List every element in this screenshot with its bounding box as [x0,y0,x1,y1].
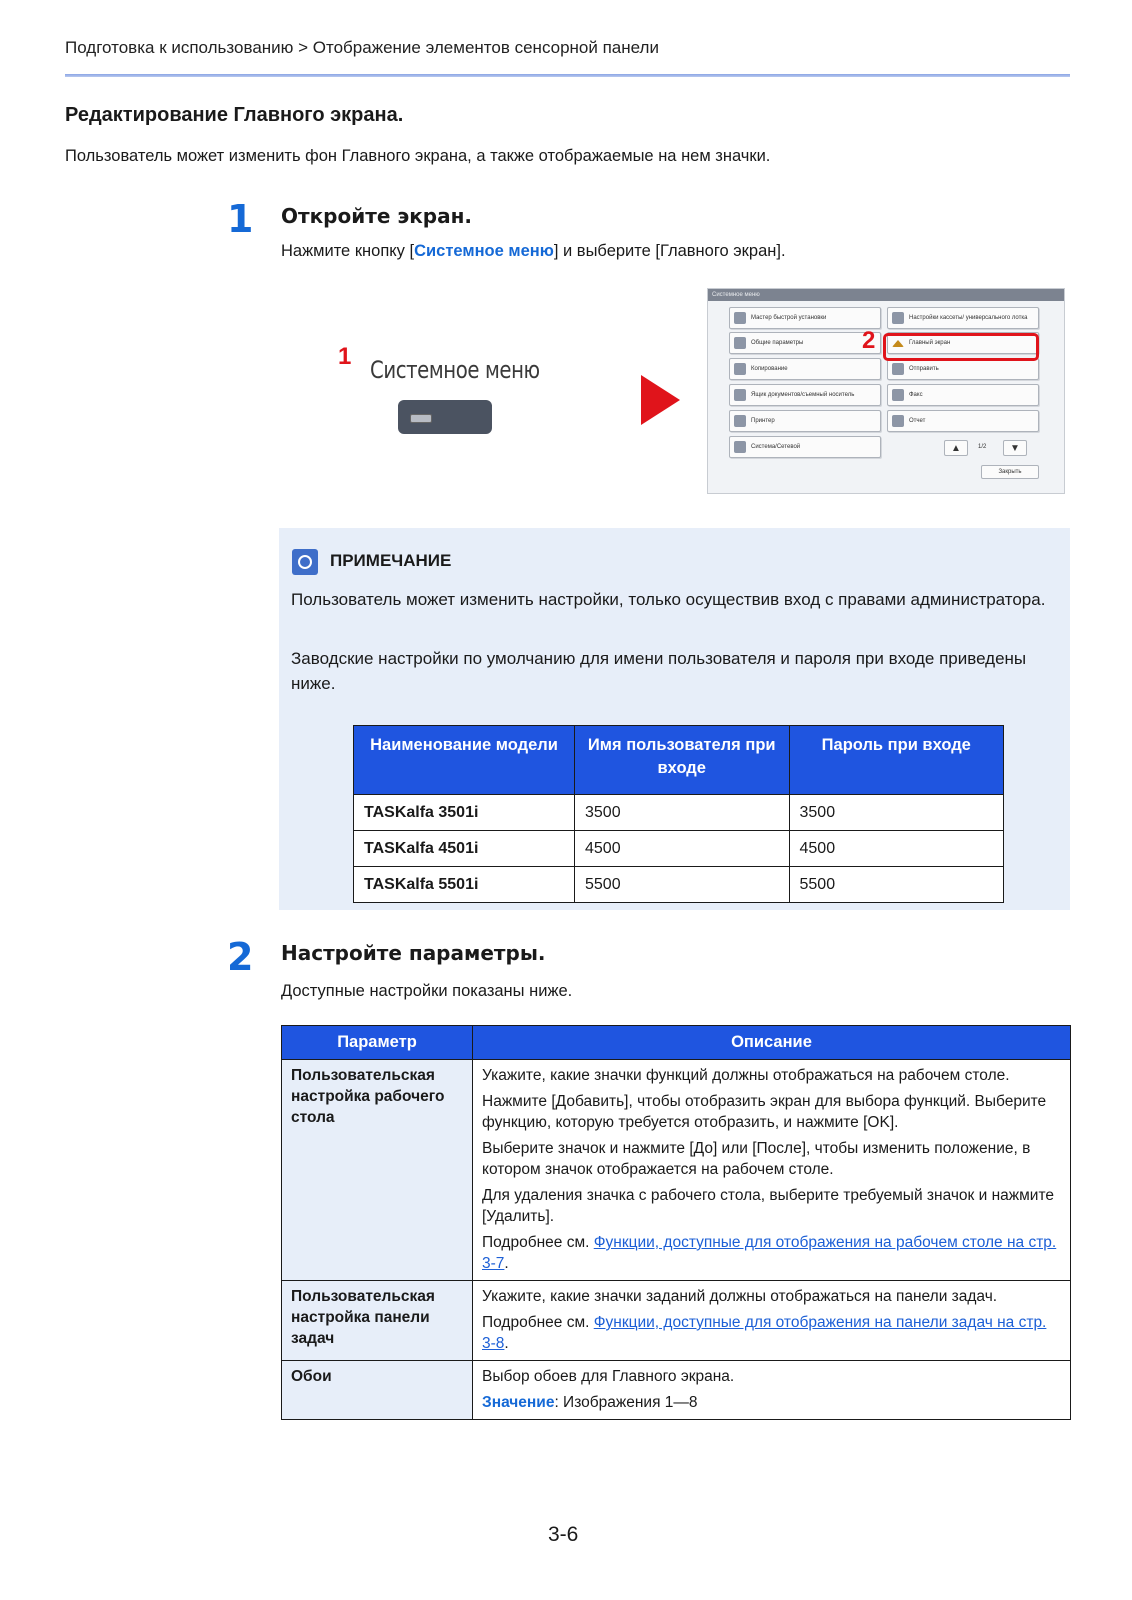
password-cell: 5500 [789,867,1004,903]
note-title: ПРИМЕЧАНИЕ [330,551,452,570]
breadcrumb: Подготовка к использованию > Отображение элементов сенсорной панели [65,38,659,57]
table-header: Имя пользователя при входе [575,726,790,795]
reference-prefix: Подробнее см. [482,1234,594,1251]
description-cell [473,1281,1071,1361]
callout-1: 1 [338,343,352,370]
touch-panel-screenshot [707,288,1065,494]
table-row [354,831,1004,867]
value-range: : Изображения 1—8 [554,1394,698,1411]
settings-icon [734,337,746,349]
reference-prefix: Подробнее см. [482,1314,594,1331]
panel-btn-common-settings [729,332,881,354]
callout-2: 2 [862,327,876,354]
panel-btn-report [887,410,1039,432]
panel-btn-fax [887,384,1039,406]
desktop-functions-link[interactable]: Функции, доступные для отображения на рабочем столе на стр. 3-7 [482,1234,1057,1272]
description-text: Для удаления значка с рабочего стола, выберите требуемый значок и нажмите [Удалить]. [482,1187,1055,1225]
report-icon [892,415,904,427]
page-number: 3-6 [548,1523,579,1546]
panel-btn-quick-setup [729,307,881,329]
value-text [482,1392,1061,1413]
model-cell: TASKalfa 4501i [354,831,575,867]
section-title: Редактирование Главного экрана. [65,104,404,126]
table-header: Пароль при входе [789,726,1004,795]
panel-title: Системное меню [708,289,1064,301]
note-paragraph-2: Заводские настройки по умолчанию для имени пользователя и пароля при входе приведены ниже. [291,649,1027,693]
step-1-number: 1 [227,197,254,241]
table-row [354,795,1004,831]
fax-icon [892,389,904,401]
highlight-home-screen [883,333,1039,361]
panel-btn-label: Отчет [909,417,926,424]
send-icon [892,363,904,375]
note-paragraph-1: Пользователь может изменить настройки, только осуществив вход с правами администратора. [291,590,1046,609]
wizard-icon [734,312,746,324]
panel-btn-send [887,358,1039,380]
panel-btn-label: Главный экран [909,339,951,346]
step-2-title: Настройте параметры. [281,941,546,965]
panel-btn-label: Факс [909,391,923,398]
panel-btn-system-network [729,436,881,458]
description-text: Укажите, какие значки функций должны отображаться на рабочем столе. [482,1067,1010,1084]
param-cell: Обои [282,1361,473,1420]
description-cell [473,1361,1071,1420]
description-text: Выбор обоев для Главного экрана. [482,1368,735,1385]
value-label: Значение [482,1394,555,1411]
login-cell: 4500 [575,831,790,867]
step-1-text [281,242,786,261]
table-header: Описание [473,1026,1071,1060]
login-cell: 3500 [575,795,790,831]
header-divider [65,74,1070,77]
default-login-table [353,725,1004,903]
panel-close-button: Закрыть [981,465,1039,479]
table-header: Параметр [282,1026,473,1060]
table-row [282,1060,1071,1281]
settings-table [281,1025,1071,1420]
panel-btn-document-box [729,384,881,406]
panel-btn-label: Мастер быстрой установки [751,314,827,321]
folder-icon [734,389,746,401]
model-cell: TASKalfa 5501i [354,867,575,903]
table-row [354,867,1004,903]
panel-page-indicator: 1/2 [978,444,987,450]
step-2-text: Доступные настройки показаны ниже. [281,982,573,1000]
step-2-number: 2 [227,935,254,979]
step-1-text-after: ] и выберите [Главного экран]. [553,242,786,260]
password-cell: 3500 [789,795,1004,831]
reference-suffix: . [504,1335,509,1352]
panel-page-up: ▲ [944,440,968,456]
description-text: Выберите значок и нажмите [До] или [После], чтобы изменить положение, в котором значок отображается на рабочем столе. [482,1140,1031,1178]
description-cell [473,1060,1071,1281]
reference-suffix: . [504,1255,509,1272]
panel-btn-label: Настройки кассеты/ универсального лотка [909,314,1028,321]
reference-text [482,1312,1061,1354]
copy-icon [734,363,746,375]
printer-icon [734,415,746,427]
reference-text [482,1232,1061,1274]
param-cell: Пользовательская настройка панели задач [282,1281,473,1361]
system-menu-reference: Системное меню [414,242,554,260]
description-text: Укажите, какие значки заданий должны отображаться на панели задач. [482,1288,998,1305]
network-icon [734,441,746,453]
step-1-title: Откройте экран. [281,204,473,228]
panel-btn-printer [729,410,881,432]
panel-btn-label: Принтер [751,417,775,424]
magnifier-icon [298,555,312,569]
table-row [282,1281,1071,1361]
description-text: Нажмите [Добавить], чтобы отобразить экран для выбора функций. Выберите функцию, которую требуется отобразить, и нажмите [OK]. [482,1093,1047,1131]
panel-btn-label: Система/Сетевой [751,443,801,450]
tray-icon [892,312,904,324]
password-cell: 4500 [789,831,1004,867]
key-indicator-icon [410,414,432,423]
system-menu-key-label: Системное меню [370,356,540,384]
intro-text: Пользователь может изменить фон Главного экрана, а также отображаемые на нем значки. [65,147,771,165]
step-1-text-before: Нажмите кнопку [ [281,242,415,260]
panel-btn-label: Общие параметры [751,339,804,346]
table-header: Наименование модели [354,726,575,795]
panel-btn-copy [729,358,881,380]
arrow-right-icon [641,375,680,425]
panel-btn-label: Отправить [909,365,939,372]
model-cell: TASKalfa 3501i [354,795,575,831]
panel-btn-label: Ящик документов/съемный носитель [751,391,855,398]
panel-page-down: ▼ [1003,440,1027,456]
table-row [282,1361,1071,1420]
panel-btn-label: Копирование [751,365,788,372]
param-cell: Пользовательская настройка рабочего стола [282,1060,473,1281]
login-cell: 5500 [575,867,790,903]
panel-btn-cassette-settings [887,307,1039,329]
taskbar-functions-link[interactable]: Функции, доступные для отображения на панели задач на стр. 3-8 [482,1314,1047,1352]
